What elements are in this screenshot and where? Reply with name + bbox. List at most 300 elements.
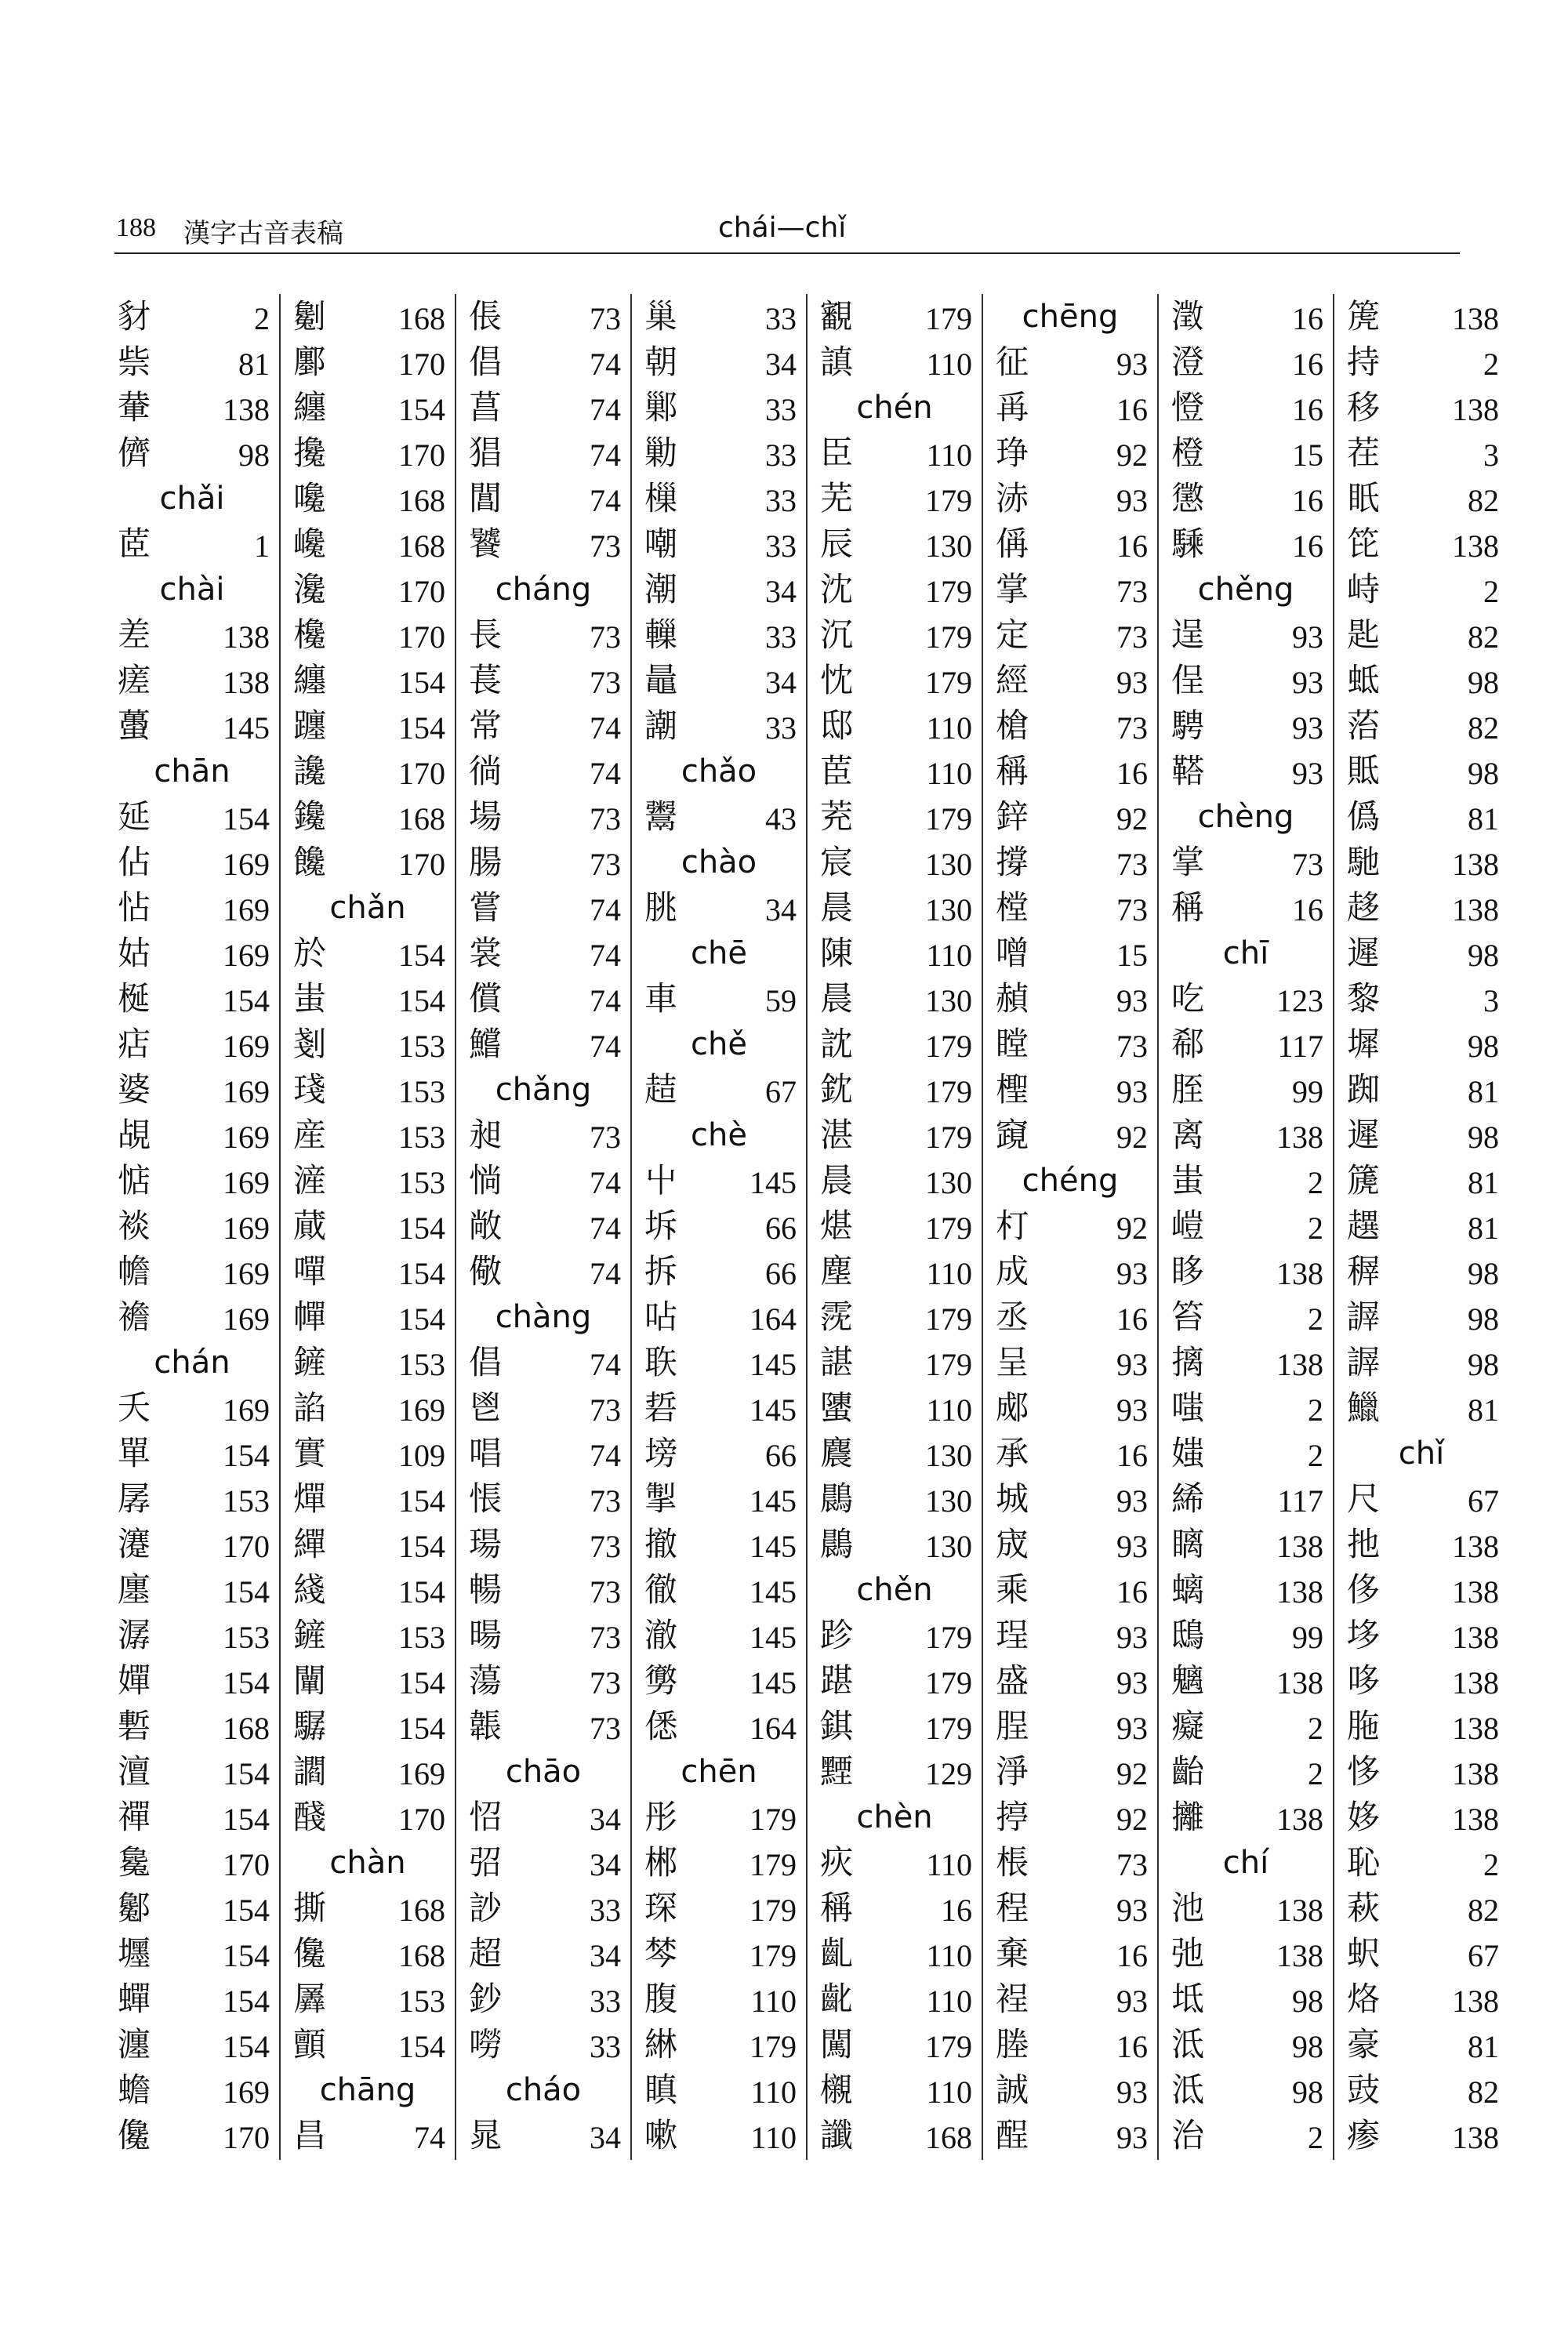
character-entry: [988, 1476, 1152, 1522]
rhyme-group-number: 179: [925, 1711, 972, 1746]
character-entry: [812, 976, 977, 1022]
character: 硩: [644, 1388, 678, 1427]
rhyme-group-number: 154: [398, 665, 445, 700]
rhyme-group-number: 130: [925, 528, 972, 564]
page-header: [116, 205, 1460, 252]
rhyme-group-number: 74: [590, 983, 621, 1018]
character: 襜: [118, 1298, 151, 1336]
character-entry: [110, 2067, 274, 2113]
character: 嘽: [293, 1252, 327, 1290]
rhyme-group-number: 98: [1468, 1256, 1499, 1291]
character-entry: [110, 1385, 274, 1431]
character: 遲: [1347, 934, 1381, 972]
rhyme-group-number: 138: [1276, 1347, 1323, 1382]
character: 嘲: [644, 524, 678, 563]
character-entry: [988, 1249, 1152, 1294]
character-entry: [110, 612, 274, 658]
character-entry: [1339, 1249, 1504, 1294]
character: 顫: [293, 2025, 327, 2063]
rhyme-group-number: 130: [925, 847, 972, 882]
character-entry: [1163, 476, 1328, 521]
character: 鑱: [293, 797, 327, 836]
rhyme-group-number: 169: [223, 1301, 270, 1337]
pinyin-syllable: chán: [154, 1345, 230, 1381]
character-entry: [285, 1203, 450, 1249]
rhyme-group-number: 153: [398, 1347, 445, 1382]
character-entry: [285, 1022, 450, 1067]
rhyme-group-number: 15: [1116, 938, 1148, 973]
character: 謘: [1347, 1298, 1381, 1336]
character: 沉: [820, 615, 854, 654]
rhyme-group-number: 110: [926, 938, 972, 973]
character-entry: [988, 1431, 1152, 1476]
character: 黎: [1347, 979, 1381, 1018]
character: 羼: [293, 1980, 327, 2018]
rhyme-group-number: 82: [1468, 1893, 1499, 1928]
character-entry: [988, 339, 1152, 385]
character: 蟾: [118, 2071, 151, 2109]
character-entry: [1163, 1294, 1328, 1340]
pinyin-heading: [110, 567, 274, 612]
character-entry: [461, 1931, 626, 1976]
rhyme-group-number: 154: [223, 1938, 270, 1973]
character: 禪: [118, 1798, 151, 1836]
character-entry: [461, 1431, 626, 1476]
rhyme-group-number: 16: [941, 1893, 972, 1928]
rhyme-group-number: 145: [750, 1483, 797, 1519]
character: 逞: [1171, 615, 1205, 654]
rhyme-group-number: 169: [223, 1165, 270, 1200]
character-entry: [1339, 794, 1504, 840]
character: 僞: [1347, 797, 1381, 836]
rhyme-group-number: 74: [590, 756, 621, 791]
character: 超: [469, 1934, 503, 1973]
character: 蚩: [293, 979, 327, 1018]
character: 鴟: [1171, 1616, 1205, 1654]
character-entry: [1339, 1795, 1504, 1840]
character: 暘: [469, 1616, 503, 1654]
rhyme-group-number: 170: [398, 347, 445, 382]
character: 勦: [644, 434, 678, 472]
character: 潺: [118, 1616, 151, 1654]
character-entry: [110, 2113, 274, 2158]
character-entry: [285, 1522, 450, 1567]
character: 拆: [644, 1252, 678, 1290]
character-entry: [637, 2067, 801, 2113]
character: 邸: [820, 706, 854, 745]
rhyme-group-number: 154: [398, 710, 445, 746]
rhyme-group-number: 98: [1468, 1347, 1499, 1382]
character-entry: [1163, 1431, 1328, 1476]
rhyme-group-number: 74: [590, 892, 621, 927]
character: 劖: [293, 297, 327, 336]
rhyme-group-number: 16: [1292, 892, 1323, 927]
rhyme-group-number: 164: [750, 1711, 797, 1746]
rhyme-group-number: 2: [1308, 1438, 1323, 1473]
rhyme-group-number: 16: [1292, 301, 1323, 336]
character-entry: [988, 1067, 1152, 1112]
character-entry: [1339, 1976, 1504, 2022]
pinyin-syllable: chī: [1222, 935, 1269, 971]
pinyin-syllable: chē: [691, 935, 747, 971]
rhyme-group-number: 170: [398, 1802, 445, 1837]
rhyme-group-number: 16: [1292, 528, 1323, 564]
rhyme-group-number: 92: [1116, 437, 1148, 473]
rhyme-group-number: 169: [223, 1074, 270, 1109]
character-entry: [812, 294, 977, 339]
character-entry: [285, 2113, 450, 2158]
rhyme-group-number: 74: [590, 1438, 621, 1473]
rhyme-group-number: 98: [1468, 1029, 1499, 1064]
character-entry: [812, 1749, 977, 1795]
character-entry: [1163, 612, 1328, 658]
character-entry: [1339, 1613, 1504, 1658]
rhyme-group-number: 73: [590, 801, 621, 837]
character: 憕: [1171, 388, 1205, 426]
character-entry: [461, 658, 626, 703]
character-entry: [812, 1112, 977, 1158]
rhyme-group-number: 33: [590, 2029, 621, 2064]
rhyme-group-number: 33: [765, 619, 797, 655]
character-entry: [1339, 1522, 1504, 1567]
character: 攡: [1171, 1798, 1205, 1836]
character-entry: [1339, 339, 1504, 385]
character-entry: [1163, 976, 1328, 1022]
rhyme-group-number: 74: [590, 938, 621, 973]
character: 攙: [293, 434, 327, 472]
character: 偁: [996, 524, 1029, 563]
character-entry: [285, 703, 450, 749]
character-entry: [637, 1976, 801, 2022]
character: 侱: [1171, 661, 1205, 699]
character: 訬: [469, 1889, 503, 1927]
pinyin-syllable: chān: [154, 753, 230, 789]
rhyme-group-number: 179: [925, 801, 972, 837]
rhyme-group-number: 2: [1308, 2120, 1323, 2155]
character: 稱: [820, 1889, 854, 1927]
character: 單: [118, 1434, 151, 1472]
pinyin-heading: [637, 749, 801, 794]
header-rule: [114, 252, 1460, 254]
rhyme-group-number: 73: [590, 619, 621, 655]
index-column: [110, 294, 274, 2158]
rhyme-group-number: 98: [238, 437, 270, 473]
character-entry: [637, 794, 801, 840]
rhyme-group-number: 154: [223, 1893, 270, 1928]
rhyme-group-number: 34: [590, 1802, 621, 1837]
character-entry: [812, 1886, 977, 1931]
rhyme-group-number: 138: [1452, 847, 1499, 882]
rhyme-group-number: 169: [223, 1392, 270, 1428]
character: 壥: [118, 1934, 151, 1973]
character-entry: [461, 1340, 626, 1385]
character: 欃: [293, 615, 327, 654]
rhyme-group-number: 74: [414, 2120, 445, 2155]
rhyme-group-number: 154: [223, 1984, 270, 2019]
character: 趩: [1347, 1207, 1381, 1245]
character-entry: [637, 1249, 801, 1294]
character-entry: [637, 2113, 801, 2158]
character: 蚩: [1171, 1161, 1205, 1200]
rhyme-group-number: 170: [223, 1847, 270, 1882]
character-entry: [1339, 612, 1504, 658]
character-entry: [988, 2067, 1152, 2113]
character-entry: [110, 976, 274, 1022]
rhyme-group-number: 2: [1483, 347, 1499, 382]
character: 痁: [118, 1025, 151, 1063]
pinyin-heading: [1163, 794, 1328, 840]
rhyme-group-number: 3: [1483, 983, 1499, 1018]
character: 菭: [1347, 706, 1381, 745]
rhyme-group-number: 168: [398, 483, 445, 518]
character-entry: [1339, 476, 1504, 521]
character-entry: [1163, 749, 1328, 794]
rhyme-group-number: 74: [590, 347, 621, 382]
character-entry: [110, 1294, 274, 1340]
character-entry: [812, 1704, 977, 1749]
rhyme-group-number: 2: [1483, 574, 1499, 609]
character: 酲: [996, 2116, 1029, 2154]
character: 韔: [469, 1707, 503, 1745]
character: 瞝: [1171, 1525, 1205, 1563]
character: 澂: [1171, 297, 1205, 336]
character: 訦: [820, 1025, 854, 1063]
character-entry: [988, 1385, 1152, 1431]
character-entry: [1163, 339, 1328, 385]
character: 泜: [1171, 2071, 1205, 2109]
character-entry: [1163, 2022, 1328, 2067]
character-entry: [812, 794, 977, 840]
rhyme-group-number: 138: [1452, 1802, 1499, 1837]
character-entry: [1339, 703, 1504, 749]
rhyme-group-number: 154: [398, 1529, 445, 1564]
rhyme-group-number: 109: [398, 1438, 445, 1473]
character: 稱: [996, 752, 1029, 790]
character: 巉: [293, 524, 327, 563]
character: 泜: [1171, 2025, 1205, 2063]
character-entry: [812, 1294, 977, 1340]
pinyin-syllable: chèng: [1197, 799, 1294, 835]
rhyme-group-number: 33: [765, 301, 797, 336]
character-entry: [637, 1294, 801, 1340]
character-entry: [812, 2113, 977, 2158]
character-entry: [637, 1476, 801, 1522]
character: 芜: [820, 479, 854, 517]
rhyme-group-number: 179: [925, 2029, 972, 2064]
character-entry: [285, 1567, 450, 1613]
character: 倡: [469, 343, 503, 381]
rhyme-group-number: 93: [1116, 1483, 1148, 1519]
rhyme-group-number: 93: [1292, 619, 1323, 655]
character-entry: [637, 612, 801, 658]
character-entry: [110, 1022, 274, 1067]
rhyme-group-number: 153: [398, 1165, 445, 1200]
character-entry: [988, 2022, 1152, 2067]
rhyme-group-number: 168: [223, 1711, 270, 1746]
character-entry: [1163, 658, 1328, 703]
rhyme-group-number: 130: [925, 1529, 972, 1564]
character-entry: [1163, 1704, 1328, 1749]
character: 騬: [1171, 524, 1205, 563]
rhyme-group-number: 93: [1292, 756, 1323, 791]
character-entry: [637, 703, 801, 749]
character: 赬: [996, 979, 1029, 1018]
character: 忱: [820, 661, 854, 699]
character-entry: [637, 1840, 801, 1886]
character-entry: [1339, 1886, 1504, 1931]
pinyin-syllable: chǐ: [1398, 1436, 1445, 1472]
character-entry: [110, 1431, 274, 1476]
character-entry: [637, 1613, 801, 1658]
character: 撤: [644, 1525, 678, 1563]
character: 姼: [1347, 1798, 1381, 1836]
rhyme-group-number: 110: [750, 2074, 797, 2110]
pinyin-syllable: chèn: [856, 1799, 933, 1835]
rhyme-group-number: 179: [925, 483, 972, 518]
character-entry: [285, 2022, 450, 2067]
character-entry: [1339, 521, 1504, 567]
character: 倡: [469, 1343, 503, 1381]
rhyme-group-number: 73: [590, 1574, 621, 1610]
rhyme-group-number: 179: [925, 1210, 972, 1246]
character: 丞: [996, 1298, 1029, 1336]
rhyme-group-number: 110: [926, 1938, 972, 1973]
character: 齔: [820, 1980, 854, 2018]
rhyme-group-number: 92: [1116, 1756, 1148, 1791]
character-entry: [461, 612, 626, 658]
character: 毚: [118, 1843, 151, 1882]
rhyme-group-number: 2: [1308, 1301, 1323, 1337]
character-entry: [1339, 1658, 1504, 1704]
rhyme-group-number: 73: [590, 1483, 621, 1519]
character-entry: [285, 1795, 450, 1840]
pinyin-syllable: chěn: [856, 1572, 933, 1608]
character: 嗽: [644, 2116, 678, 2154]
rhyme-group-number: 74: [590, 483, 621, 518]
pinyin-heading: [637, 1112, 801, 1158]
index-column: [285, 294, 450, 2158]
character: 峙: [1347, 570, 1381, 608]
character: 諂: [293, 1388, 327, 1427]
character: 祡: [118, 343, 151, 381]
rhyme-group-number: 123: [1276, 983, 1323, 1018]
character-entry: [285, 1340, 450, 1385]
rhyme-group-number: 15: [1292, 437, 1323, 473]
pinyin-syllable: chēng: [1022, 299, 1119, 335]
character: 差: [118, 615, 151, 654]
rhyme-group-number: 93: [1116, 983, 1148, 1018]
rhyme-group-number: 93: [1116, 483, 1148, 518]
character-entry: [637, 567, 801, 612]
character: 茞: [820, 752, 854, 790]
character: 黫: [820, 1752, 854, 1791]
character: 噌: [996, 934, 1029, 972]
character-entry: [1339, 885, 1504, 931]
rhyme-group-number: 93: [1116, 347, 1148, 382]
rhyme-group-number: 154: [398, 1665, 445, 1700]
character-entry: [1163, 1203, 1328, 1249]
rhyme-group-number: 74: [590, 1210, 621, 1246]
pinyin-heading: [461, 2067, 626, 2113]
character: 延: [118, 797, 151, 836]
character-entry: [1339, 1067, 1504, 1112]
pinyin-heading: [461, 1294, 626, 1340]
character-entry: [110, 385, 274, 430]
character-entry: [637, 1704, 801, 1749]
character-entry: [461, 430, 626, 476]
character: 朓: [644, 888, 678, 927]
rhyme-group-number: 179: [925, 1620, 972, 1655]
rhyme-group-number: 164: [750, 1301, 797, 1337]
rhyme-group-number: 154: [223, 1756, 270, 1791]
character-entry: [812, 2067, 977, 2113]
character: 塍: [996, 2025, 1029, 2063]
character-entry: [110, 1931, 274, 1976]
character: 趍: [1347, 888, 1381, 927]
character-entry: [461, 1658, 626, 1704]
index-column: [461, 294, 626, 2158]
character: 怗: [118, 888, 151, 927]
rhyme-group-number: 145: [223, 710, 270, 746]
rhyme-group-number: 179: [750, 1847, 797, 1882]
rhyme-group-number: 93: [1116, 1347, 1148, 1382]
character: 塝: [644, 1434, 678, 1472]
character: 嘮: [469, 2025, 503, 2063]
character: 朝: [644, 343, 678, 381]
rhyme-group-number: 170: [398, 619, 445, 655]
character: 閶: [469, 479, 503, 517]
character-entry: [461, 294, 626, 339]
character-entry: [285, 294, 450, 339]
character: 嬋: [118, 1661, 151, 1700]
rhyme-group-number: 82: [1468, 483, 1499, 518]
character: 嵦: [1171, 1207, 1205, 1245]
character-entry: [1163, 1158, 1328, 1203]
pinyin-syllable: chài: [159, 572, 225, 608]
character: 移: [1347, 388, 1381, 426]
character-entry: [285, 1931, 450, 1976]
rhyme-group-number: 179: [925, 665, 972, 700]
character: 蚇: [1347, 1934, 1381, 1973]
rhyme-group-number: 92: [1116, 1802, 1148, 1837]
pinyin-heading: [637, 931, 801, 976]
character: 程: [996, 1889, 1029, 1927]
character: 纏: [293, 388, 327, 426]
character-entry: [1163, 1522, 1328, 1567]
rhyme-group-number: 170: [398, 847, 445, 882]
character: 剗: [293, 1025, 327, 1063]
character-entry: [637, 1385, 801, 1431]
character-entry: [988, 1658, 1152, 1704]
rhyme-group-number: 81: [1468, 1165, 1499, 1200]
character: 嚵: [293, 479, 327, 517]
character: 豉: [1347, 2071, 1381, 2109]
character-entry: [110, 1840, 274, 1886]
column-divider: [1333, 294, 1334, 2160]
character: 嗤: [1171, 1388, 1205, 1427]
character: 豺: [118, 297, 151, 336]
character: 坻: [1171, 1980, 1205, 2018]
rhyme-group-number: 82: [1468, 619, 1499, 655]
character: 鋅: [996, 797, 1029, 836]
character-entry: [812, 476, 977, 521]
character-entry: [285, 1658, 450, 1704]
index-column: [1339, 294, 1504, 2158]
rhyme-group-number: 153: [398, 1029, 445, 1064]
rhyme-group-number: 67: [1468, 1483, 1499, 1519]
character-entry: [461, 1795, 626, 1840]
pinyin-heading: [812, 1567, 977, 1613]
